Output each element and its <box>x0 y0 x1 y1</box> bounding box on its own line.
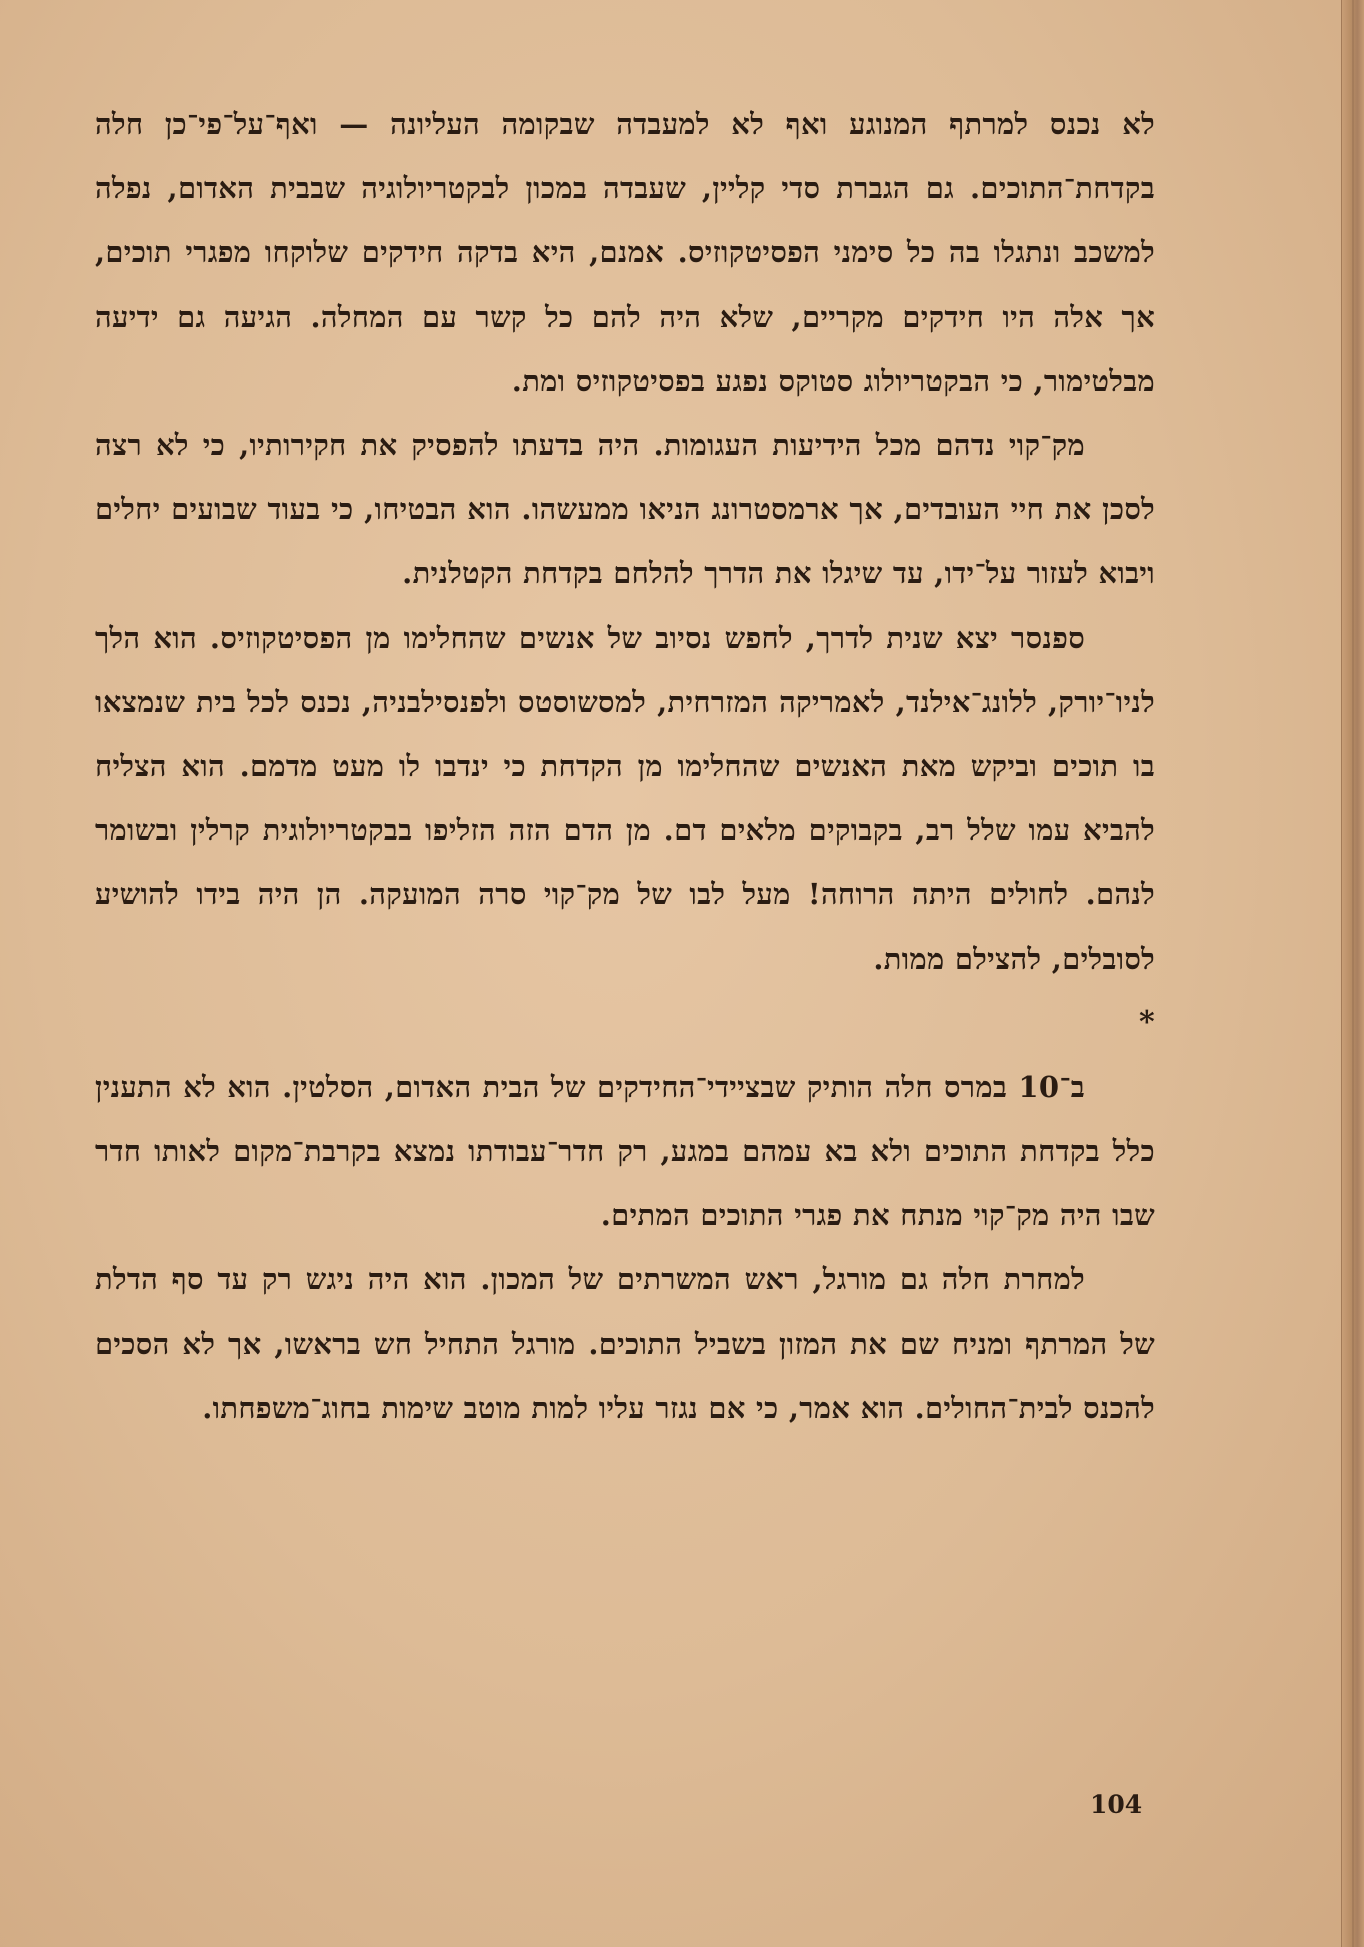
paragraph-3: ספנסר יצא שנית לדרך, לחפש נסיוב של אנשים שהחלימו מן הפסיטקוזיס. הוא הלך לניו־יורק, ללונג־אילנד, לאמריקה המזרחית, למסשוסטס ולפנסילבניה, נכנס לכל בית שנמצאו בו תוכים וביקש מאת האנשים שהחלימו מן הקדחת כי ינדבו לו מעט מדמם. הוא הצליח להביא עמו שלל רב, בקבוקים מלאים דם. מן הדם הזה הזליפו בבקטריולוגית קרלין ובשומר לנהם. לחולים היתה הרוחה! מעל לבו של מק־קוי סרה המועקה. הן היה בידו להושיע לסובלים, להצילם ממות. <box>95 620 1155 976</box>
page-edge-line <box>1352 0 1354 1947</box>
page-number: 104 <box>1090 1790 1143 1819</box>
paragraph-1: לא נכנס למרתף המנוגע ואף לא למעבדה שבקומה העליונה — ואף־על־פי־כן חלה בקדחת־התוכים. גם הגברת סדי קליין, שעבדה במכון לבקטריולוגיה שבבית האדום, נפלה למשכב ונתגלו בה כל סימני הפסיטקוזיס. אמנם, היא בדקה חידקים שלוקחו מפגרי תוכים, אך אלה היו חידקים מקריים, שלא היה להם כל קשר עם המחלה. הגיעה גם ידיעה מבלטימור, כי הבקטריולוג סטוקס נפגע בפסיטקוזיס ומת. <box>95 107 1155 398</box>
body-text <box>95 92 1155 1440</box>
section-separator: * <box>1139 1004 1155 1040</box>
paragraph-5: למחרת חלה גם מורגל, ראש המשרתים של המכון. הוא היה ניגש רק עד סף הדלת של המרתף ומניח שם את המזון בשביל התוכים. מורגל התחיל חש בראשו, אך לא הסכים להכנס לבית־החולים. הוא אמר, כי אם נגזר עליו למות מוטב שימות בחוג־משפחתו. <box>95 1262 1155 1425</box>
paragraph-2: מק־קוי נדהם מכל הידיעות העגומות. היה בדעתו להפסיק את חקירותיו, כי לא רצה לסכן את חיי העובדים, אך ארמסטרונג הניאו ממעשהו. הוא הבטיחו, כי בעוד שבועים יחלים ויבוא לעזור על־ידו, עד שיגלו את הדרך להלחם בקדחת הקטלנית. <box>95 428 1155 591</box>
paragraph-4: ב־10 במרס חלה הותיק שבציידי־החידקים של הבית האדום, הסלטין. הוא לא התענין כלל בקדחת התוכים ולא בא עמהם במגע, רק חדר־עבודתו נמצא בקרבת־מקום לאותו חדר שבו היה מק־קוי מנתח את פגרי התוכים המתים. <box>95 1069 1155 1233</box>
